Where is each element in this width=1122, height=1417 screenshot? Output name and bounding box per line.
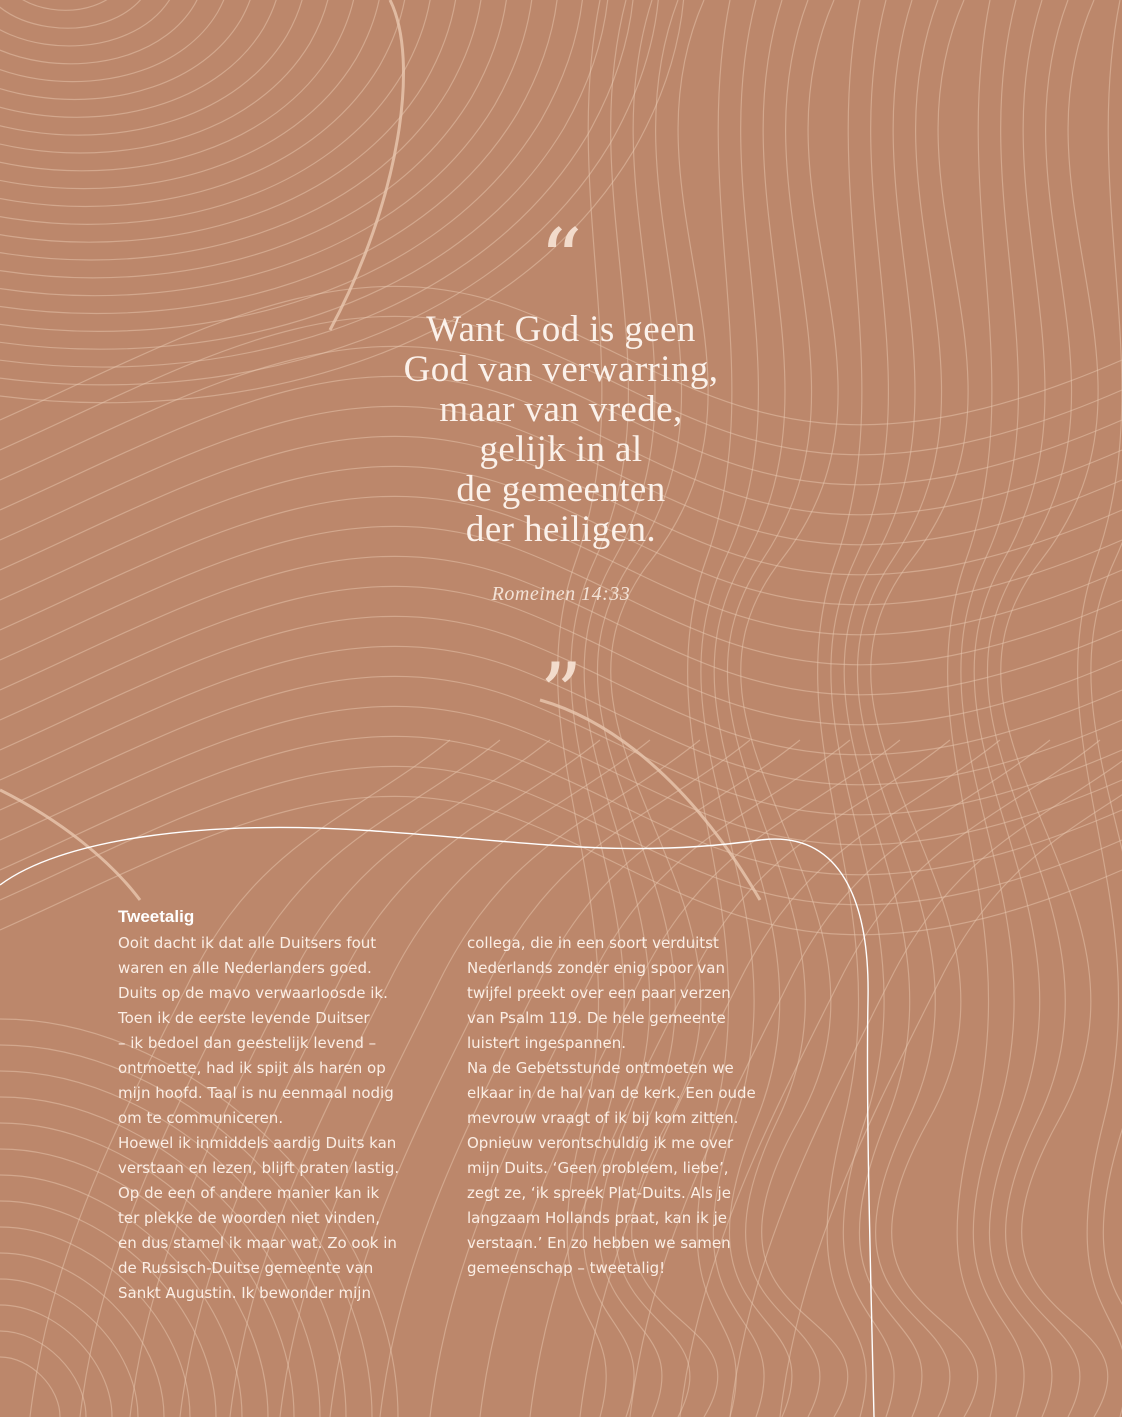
- contour-line: [0, 1357, 60, 1417]
- scripture-quote: [311, 310, 811, 550]
- text-line: zegt ze, ‘ik spreek Plat-Duits. Als je: [467, 1184, 731, 1202]
- contour-line: [0, 0, 156, 28]
- quote-line: God van verwarring,: [403, 349, 719, 390]
- contour-line: [0, 1331, 86, 1417]
- text-line: Toen ik de eerste levende Duitser: [118, 1009, 370, 1027]
- text-line: Ooit dacht ik dat alle Duitsers fout: [118, 934, 377, 952]
- text-line: – ik bedoel dan geestelijk levend –: [118, 1034, 377, 1052]
- contour-line: [780, 740, 1122, 1417]
- text-line: de Russisch-Duitse gemeente van: [118, 1259, 374, 1277]
- article-heading: Tweetalig: [118, 907, 195, 926]
- text-line: mijn Duits. ‘Geen probleem, liebe’,: [467, 1159, 729, 1177]
- close-quote-icon: ”: [539, 645, 583, 743]
- text-line: Duits op de mavo verwaarloosde ik.: [118, 984, 388, 1002]
- text-line: om te communiceren.: [118, 1109, 284, 1127]
- article-column-left: [118, 931, 458, 1306]
- text-line: van Psalm 119. De hele gemeente: [467, 1009, 726, 1027]
- text-line: ter plekke de woorden niet vinden,: [118, 1209, 380, 1227]
- text-line: luistert ingespannen.: [467, 1034, 627, 1052]
- text-line: Op de een of andere manier kan ik: [118, 1184, 380, 1202]
- text-line: Sankt Augustin. Ik bewonder mijn: [118, 1284, 371, 1302]
- quote-line: gelijk in al: [479, 429, 643, 470]
- text-line: Opnieuw verontschuldig ik me over: [467, 1134, 734, 1152]
- text-line: mijn hoofd. Taal is nu eenmaal nodig: [118, 1084, 394, 1102]
- text-line: ontmoette, had ik spijt als haren op: [118, 1059, 386, 1077]
- text-line: Na de Gebetsstunde ontmoeten we: [467, 1059, 734, 1077]
- quote-line: maar van vrede,: [439, 389, 683, 430]
- text-line: elkaar in de hal van de kerk. Een oude: [467, 1084, 756, 1102]
- quote-line: der heiligen.: [465, 509, 657, 550]
- text-line: Nederlands zonder enig spoor van: [467, 959, 725, 977]
- contour-line: [0, 0, 131, 10]
- text-line: verstaan en lezen, blijft praten lastig.: [118, 1159, 400, 1177]
- quote-line: de gemeenten: [456, 469, 666, 510]
- article-column-right: [467, 931, 807, 1281]
- text-line: verstaan.’ En zo hebben we samen: [467, 1234, 731, 1252]
- contour-line: [0, 0, 282, 117]
- text-line: langzaam Hollands praat, kan ik je: [467, 1209, 728, 1227]
- text-line: twijfel preekt over een paar verzen: [467, 984, 731, 1002]
- text-line: collega, die in een soort verduitst: [467, 934, 719, 952]
- text-line: waren en alle Nederlanders goed.: [118, 959, 372, 977]
- text-line: mevrouw vraagt of ik bij kom zitten.: [467, 1109, 739, 1127]
- quote-line: Want God is geen: [426, 309, 696, 350]
- contour-line: [0, 0, 307, 135]
- text-line: gemeenschap – tweetalig!: [467, 1259, 666, 1277]
- contour-line: [0, 0, 257, 99]
- text-line: en dus stamel ik maar wat. Zo ook in: [118, 1234, 397, 1252]
- contour-line: [0, 0, 332, 153]
- contour-line: [0, 0, 232, 82]
- text-line: Hoewel ik inmiddels aardig Duits kan: [118, 1134, 397, 1152]
- open-quote-icon: “: [539, 211, 583, 309]
- quote-reference: Romeinen 14:33: [491, 583, 631, 605]
